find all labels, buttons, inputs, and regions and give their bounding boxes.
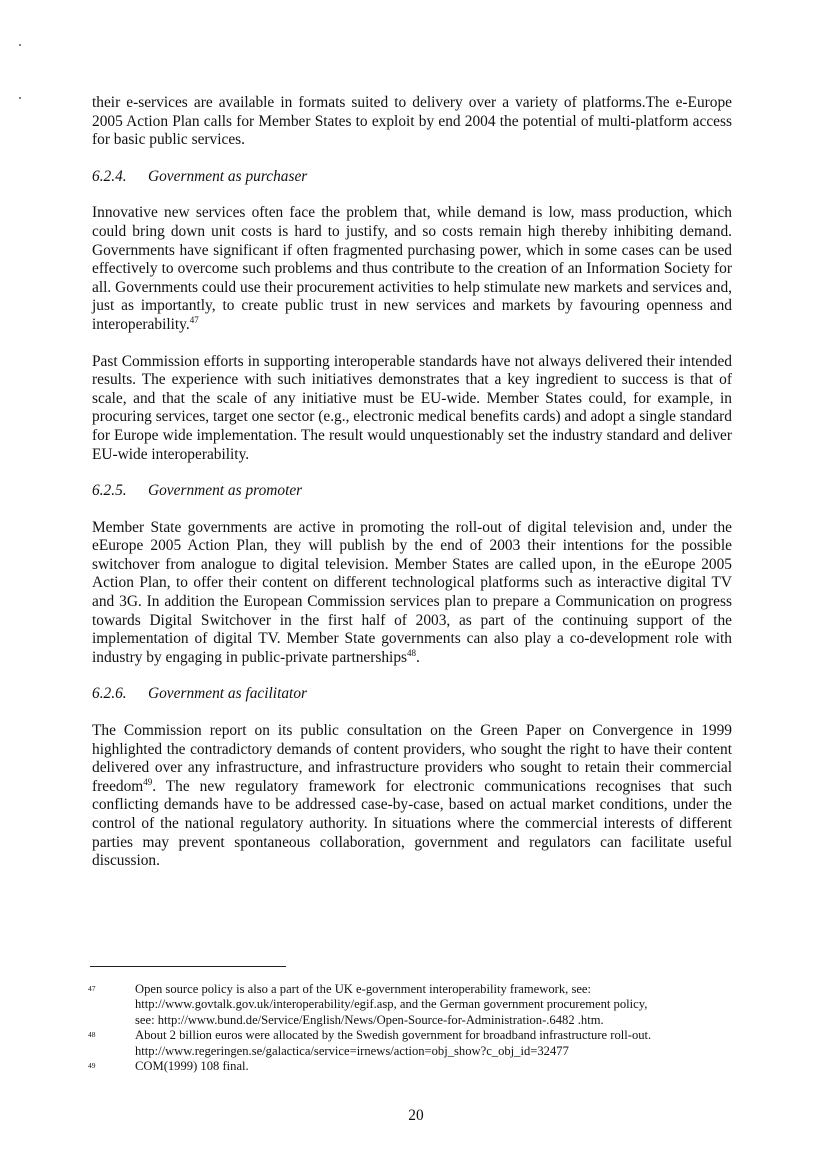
footnote [88, 1028, 738, 1059]
section-title: Government as purchaser [148, 167, 308, 185]
footnote-link[interactable]: http://www.regeringen.se/galactica/service=irnews/action=obj_show?c_obj_id=32477 [135, 1043, 569, 1058]
footnote-link[interactable]: http://www.govtalk.gov.uk/interoperability/egif.asp, and the German government procurement policy, [135, 997, 648, 1012]
footnote-divider [90, 966, 286, 967]
section-title: Government as promoter [148, 482, 303, 500]
footnote-ref[interactable]: 47 [189, 314, 199, 325]
footnotes [88, 982, 738, 1074]
paragraph [92, 519, 732, 668]
page-number: 20 [408, 1107, 424, 1124]
paragraph [92, 204, 732, 334]
section-number: 6.2.6. [92, 685, 127, 703]
paragraph-text: . The new regulatory framework for electronic communications recognises that such conflicting demands have to be addressed case-by-case, based on actual market conditions, under the control of the national regulatory authority. In situations where the commercial interests of different parties may prevent spontaneous collaboration, government and regulators can facilitate useful discussion. [92, 777, 732, 870]
paragraph-text: Member State governments are active in promoting the roll-out of digital television and, under the eEurope 2005 Action Plan, they will publish by the end of 2003 their intentions for the possible switchover from analogue to digital television. Member States are called upon, in the eEurope 2005 Action Plan, to offer their content on different technological platforms such as interactive digital TV and 3G. In addition the European Commission services plan to prepare a Communication on progress towards Digital Switchover in the first half of 2003, as part of the continuing support of the implementation of digital TV. Member State governments can also play a co-development role with industry by engaging in public-private partnerships [92, 518, 732, 666]
paragraph: their e-services are available in formats suited to delivery over a variety of platforms.The e-Europe 2005 Action Plan calls for Member States to exploit by end 2004 the potential of multi-platform access for basic public services. [92, 94, 732, 149]
section-number: 6.2.5. [92, 482, 127, 500]
paragraph-text: Innovative new services often face the problem that, while demand is low, mass production, which could bring down unit costs is hard to justify, and so costs remain high thereby inhibiting demand. Governments have significant if often fragmented purchasing power, which in some cases can be used effectively to overcome such problems and thus contribute to the creation of an Information Society for all. Governments could use their procurement activities to help stimulate new markets and services and, just as importantly, to create public trust in new services and markets by favouring openness and interoperability. [92, 204, 732, 333]
paragraph-text: . [416, 648, 420, 666]
footnote-number: 48 [88, 1030, 96, 1040]
footnote [88, 982, 738, 1028]
section-heading-6-2-5 [92, 482, 732, 501]
scan-mark [19, 97, 21, 99]
footnote-ref[interactable]: 49 [143, 776, 153, 787]
paragraph-text: The Commission report on its public consultation on the Green Paper on Convergence in 1999 highlighted the contradictory demands of content providers, who sought the right to have their content delivered over any infrastructure, and infrastructure providers who sought to retain their commercial freedom [92, 722, 732, 795]
footnote-link[interactable]: see: http://www.bund.de/Service/English/News/Open-Source-for-Administration-.6482 .htm. [135, 1012, 604, 1027]
paragraph [92, 722, 732, 871]
footnote-text: About 2 billion euros were allocated by the Swedish government for broadband infrastructure roll-out. [135, 1028, 652, 1043]
footnote-number: 49 [88, 1061, 96, 1071]
section-title: Government as facilitator [148, 685, 308, 703]
footnote [88, 1059, 738, 1074]
section-heading-6-2-4 [92, 168, 732, 187]
paragraph: Past Commission efforts in supporting interoperable standards have not always delivered their intended results. The experience with such initiatives demonstrates that a key ingredient to success is that of scale, and that the scale of any initiative must be EU-wide. Member States could, for example, in procuring services, target one sector (e.g., electronic medical benefits cards) and adopt a single standard for Europe wide implementation. The result would unquestionably set the industry standard and deliver EU-wide interoperability. [92, 352, 732, 463]
footnote-ref[interactable]: 48 [407, 647, 417, 658]
footnote-text: COM(1999) 108 final. [135, 1059, 249, 1074]
scan-mark [19, 44, 21, 46]
main-text [92, 94, 732, 871]
footnote-text: Open source policy is also a part of the UK e-government interoperability framework, see: [135, 982, 592, 996]
section-number: 6.2.4. [92, 167, 127, 185]
footnote-number: 47 [88, 984, 96, 993]
section-heading-6-2-6 [92, 685, 732, 704]
